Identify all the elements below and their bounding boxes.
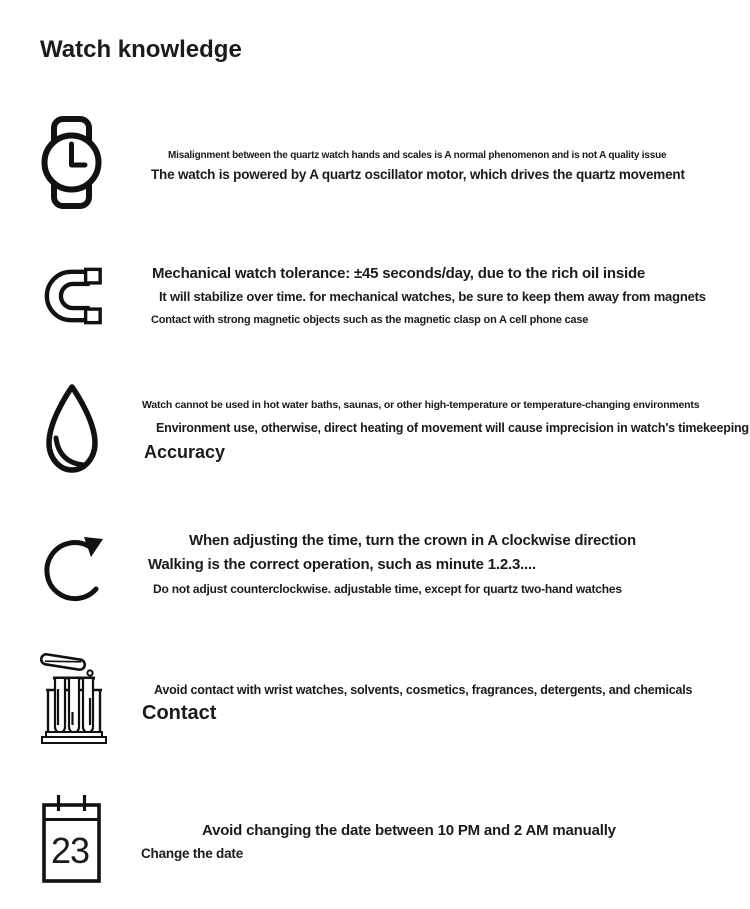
calendar-date: 23 xyxy=(50,830,90,871)
temperature-environment-note: Environment use, otherwise, direct heating of movement will cause imprecision in watch's timekeeping xyxy=(156,421,749,435)
magnet-contact-note: Contact with strong magnetic objects such as the magnetic clasp on A cell phone case xyxy=(151,314,589,326)
date-change-headline: Avoid changing the date between 10 PM and 2 AM manually xyxy=(202,822,616,839)
quartz-misalignment-note: Misalignment between the quartz watch hands and scales is A normal phenomenon and is not A quality issue xyxy=(168,150,667,161)
temperature-warning-note: Watch cannot be used in hot water baths, saunas, or other high-temperature or temperature-changing environments xyxy=(142,399,700,411)
change-date-label: Change the date xyxy=(141,846,244,861)
magnet-stabilize-note: It will stabilize over time. for mechanical watches, be sure to keep them away from magnets xyxy=(159,289,706,304)
magnet-icon xyxy=(43,267,105,325)
walking-operation-line: Walking is the correct operation, such as minute 1.2.3.... xyxy=(148,556,536,573)
chemicals-icon xyxy=(38,648,110,745)
page-title: Watch knowledge xyxy=(40,36,242,63)
chemical-contact-note: Avoid contact with wrist watches, solvents, cosmetics, fragrances, detergents, and chemicals xyxy=(154,683,693,697)
clockwise-arrow-icon xyxy=(40,526,112,609)
accuracy-heading: Accuracy xyxy=(144,442,226,462)
contact-heading: Contact xyxy=(142,702,217,724)
quartz-movement-headline: The watch is powered by A quartz oscillator motor, which drives the quartz movement xyxy=(151,167,685,182)
wristwatch-icon xyxy=(40,116,103,209)
water-drop-icon xyxy=(40,382,104,478)
counterclockwise-note: Do not adjust counterclockwise. adjustable time, except for quartz two-hand watches xyxy=(153,582,622,596)
calendar-icon xyxy=(40,793,103,885)
magnet-tolerance-headline: Mechanical watch tolerance: ±45 seconds/day, due to the rich oil inside xyxy=(152,265,646,282)
clockwise-adjust-headline: When adjusting the time, turn the crown in A clockwise direction xyxy=(189,532,636,549)
